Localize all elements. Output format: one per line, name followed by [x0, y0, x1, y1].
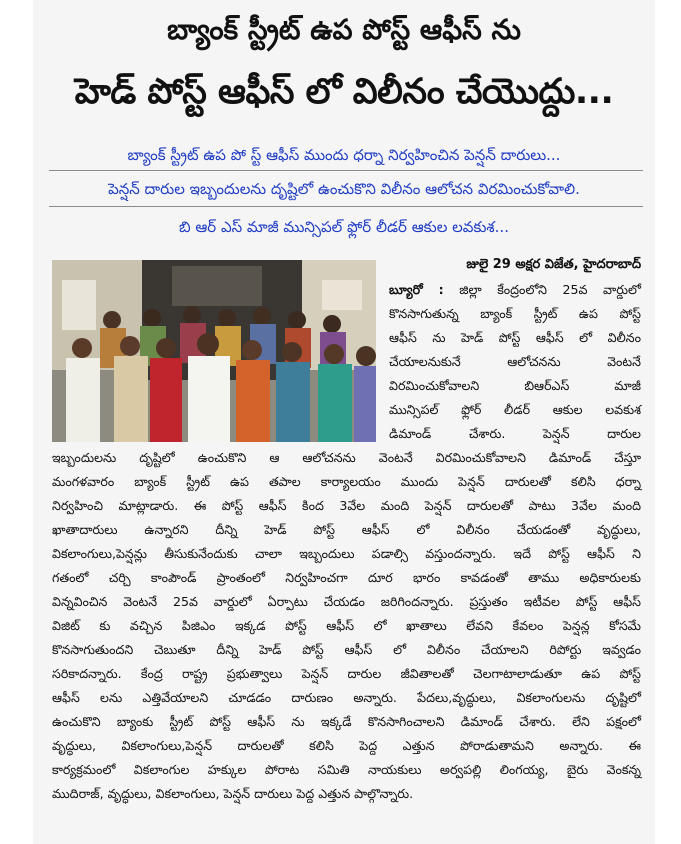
subheading-1: బ్యాంక్ స్ట్రీట్ ఉప పో స్ట్ ఆఫీస్ ముందు ధర్నా నిర్వహించిన పెన్షన్ దారులు... — [127, 146, 561, 164]
body-line-8: విజిట్ కు వచ్చిన పిజిఎం ఇక్కడ పోస్ట్ ఆఫీస్ లో ఖాతాలు లేవని కేవలం పెన్షన్ల కోసమే — [52, 618, 641, 633]
body-line-13: వృద్ధులు, వికలాంగులు,పెన్షన్ దారులతో కలిసి పెద్ద ఎత్తున పోరాడుతామని అన్నారు. ఈ — [52, 738, 641, 753]
body-line-5: వికలాంగులు,పెన్షన్లు తీసుకునేందుకు చాలా ఇబ్బందులు పడాల్సి వస్తుందన్నారు. ఇదే పోస్ట్ ఆఫీస్ ని — [52, 546, 641, 561]
body-line-4: ఖాతాదారులు ఉన్నారని దీన్ని హెడ్ పోస్ట్ ఆఫీస్ లో విలీనం చేయడంతో వృద్ధులు, — [52, 522, 641, 537]
body-text: జిల్లా కేంద్రంలోని 25వ వార్డులో — [459, 282, 641, 297]
body-line-3: నిర్వహించి మాట్లాడారు. ఈ పోస్ట్ ఆఫీస్ కింద 3వేల మంది పెన్షన్ దారులతో పాటు 3వేల మంది — [52, 498, 641, 513]
body-line-r4: చేయాలనుకునే ఆలోచనను వెంటనే — [389, 354, 641, 369]
subheading-2: పెన్షన్ దారుల ఇబ్బందులను దృష్టిలో ఉంచుకొని విలీనం ఆలోచన విరమించుకోవాలి. — [108, 180, 580, 198]
body-line-15: ముదిరాజ్, వృద్ధులు, వికలాంగులు, పెన్షన్ దారులు పెద్ద ఎత్తున పాల్గొన్నారు. — [52, 786, 414, 801]
body-line-r5: విరమించుకోవాలని బిఆర్ఎస్ మాజీ — [389, 378, 641, 393]
body-line-6: గతంలో చర్చి కాంపౌండ్ ప్రాంతంలో నిర్వహించగా దూర భారం కావడంతో తాము అధికారులకు — [52, 570, 641, 585]
dateline: జులై 29 అక్షర విజేత, హైదరాబాద్ — [466, 257, 641, 272]
body-line-2: మంగళవారం బ్యాంక్ స్ట్రీట్ ఉప తపాల కార్యాలయం ముందు పెన్షన్ దారులతో కలిసి ధర్నా — [52, 474, 641, 489]
body-line-r2: కొనసాగుతున్న బ్యాంక్ స్ట్రీట్ ఉప పోస్ట్ — [389, 306, 641, 321]
body-line-r1 — [389, 278, 641, 302]
news-clipping — [33, 0, 655, 844]
headline-line-1: బ్యాంక్ స్ట్రీట్ ఉప పోస్ట్ ఆఫీస్ ను — [167, 13, 521, 46]
protest-photo — [52, 260, 376, 442]
headline-line-2: హెడ్ పోస్ట్ ఆఫీస్ లో విలీనం చేయొద్దు... — [74, 72, 614, 112]
bureau-label: బ్యూరో : — [389, 282, 444, 297]
body-line-r6: మున్సిపల్ ఫ్లోర్ లీడర్ ఆకుల లవకుశ — [389, 402, 641, 417]
body-line-9: కొనసాగుతుందని చెబుతూ దీన్ని హెడ్ పోస్ట్ ఆఫీస్ లో విలీనం చేయాలని రిపోర్టు ఇవ్వడం — [52, 642, 641, 657]
body-line-r3: ఆఫీస్ ను హెడ్ పోస్ట్ ఆఫీస్ లో విలీనం — [389, 330, 641, 345]
subheading-3: బి ఆర్ ఎస్ మాజీ మున్సిపల్ ఫ్లోర్ లీడర్ ఆకుల లవకుశ... — [179, 218, 509, 236]
divider-2 — [49, 206, 643, 207]
body-line-11: ఆఫీస్ లను ఎత్తివేయాలని చూడడం దారుణం అన్నారు. పేదలు,వృద్ధులు, వికలాంగులను దృష్టిలో — [52, 690, 641, 705]
body-line-10: సరికాదన్నారు. కేంద్ర రాష్ట్ర ప్రభుత్వాలు పెన్షన్ దారుల జీవితాలతో చెలగాటాలాడుతూ ఉప పోస్ట్ — [52, 666, 641, 681]
body-line-14: కార్యక్రమంలో వికలాంగుల హక్కుల పోరాట సమితి నాయకులు అర్వపల్లి లింగయ్య, బైరు వెంకన్న — [52, 762, 641, 777]
body-line-r7: డిమాండ్ చేశారు. పెన్షన్ దారుల — [389, 426, 641, 441]
body-line-1: ఇబ్బందులను దృష్టిలో ఉంచుకొని ఆ ఆలోచనను వెంటనే విరమించుకోవాలని డిమాండ్ చేస్తూ — [52, 450, 641, 465]
divider-1 — [49, 170, 643, 171]
body-line-7: విన్నవించిన వెంటనే 25వ వార్డులో ఏర్పాటు చేయడం జరిగిందన్నారు. ప్రస్తుతం ఇటీవల పోస్ట్ ఆఫీస్ — [52, 594, 641, 609]
body-line-12: ఉంచుకొని బ్యాంకు స్ట్రీట్ పోస్ట్ ఆఫీస్ ను ఇక్కడే కొనసాగించాలని డిమాండ్ చేశారు. లేని పక్షంలో — [52, 714, 641, 729]
